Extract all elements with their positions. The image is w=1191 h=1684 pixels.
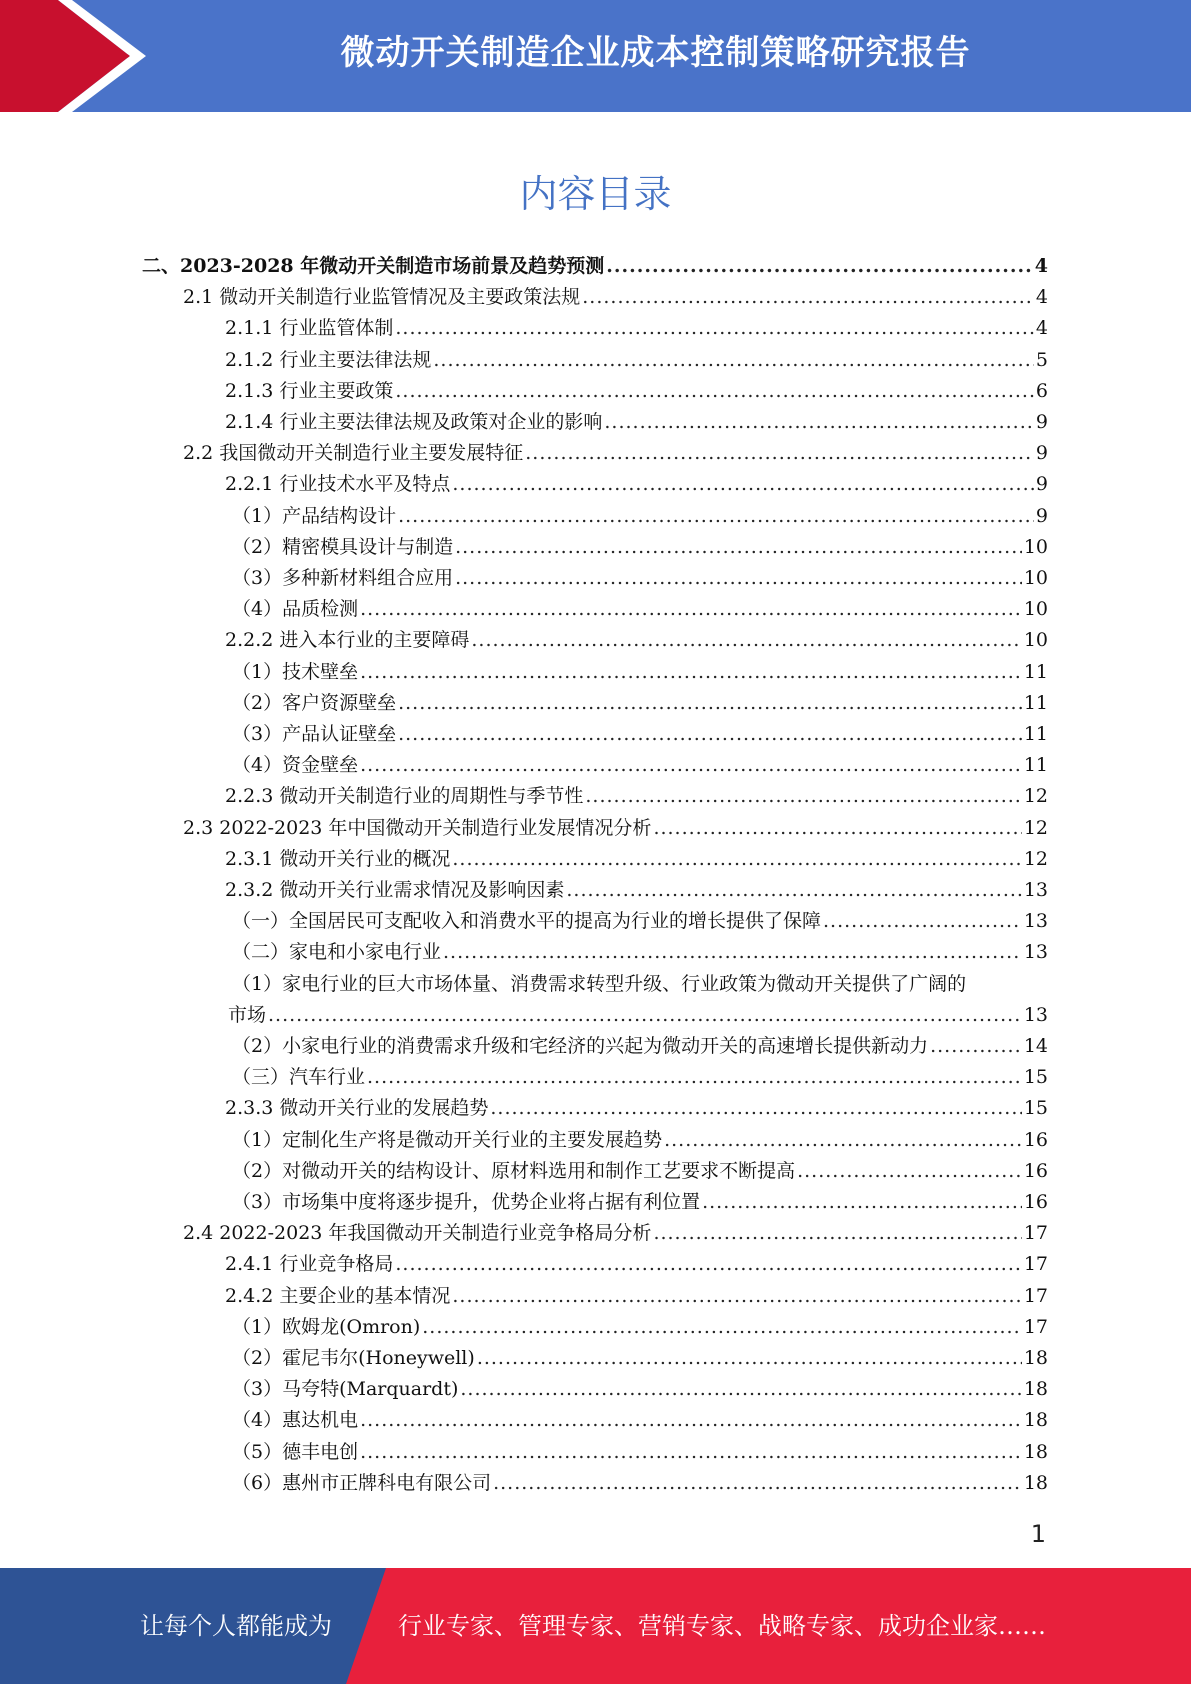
toc-entry-text: 二、2023-2028 年微动开关制造市场前景及趋势预测 — [142, 255, 605, 277]
toc-entry-text: 2.3 2022-2023 年中国微动开关制造行业发展情况分析 — [183, 816, 652, 839]
page-footer — [0, 1568, 1191, 1684]
toc-entry-text: 2.1.2 行业主要法律法规 — [225, 348, 432, 371]
toc-entry[interactable] — [225, 1095, 1048, 1121]
toc-entry[interactable] — [183, 1220, 1048, 1246]
chevron-arrow-icon — [0, 0, 170, 112]
dot-leader — [443, 939, 1022, 965]
toc-entry[interactable] — [225, 409, 1048, 435]
toc-entry[interactable] — [225, 877, 1048, 903]
toc-page-number: 4 — [1034, 255, 1048, 277]
toc-entry-text: （3）马夸特(Marquardt) — [232, 1378, 459, 1401]
toc-page-number: 17 — [1023, 1315, 1048, 1338]
toc-entry-text: （5）德丰电创 — [232, 1440, 359, 1463]
toc-page-number: 11 — [1023, 754, 1048, 777]
toc-page-number: 18 — [1023, 1378, 1048, 1401]
dot-leader — [471, 627, 1021, 653]
toc-page-number: 5 — [1035, 348, 1048, 371]
toc-entry[interactable] — [232, 1127, 1048, 1153]
toc-entry[interactable] — [225, 315, 1048, 341]
toc-page-number: 18 — [1023, 1471, 1048, 1494]
toc-page-number: 10 — [1023, 567, 1048, 589]
toc-entry[interactable] — [232, 1064, 1048, 1090]
dot-leader — [398, 721, 1022, 747]
dot-leader — [823, 908, 1022, 934]
toc-entry-text: （4）品质检测 — [232, 598, 359, 621]
toc-entry-text: 2.1.1 行业监管体制 — [225, 317, 394, 340]
toc-page-number: 14 — [1023, 1035, 1048, 1057]
toc-page-number: 16 — [1023, 1128, 1048, 1151]
toc-entry[interactable] — [232, 1376, 1048, 1402]
toc-entry-text: （3）市场集中度将逐步提升，优势企业将占据有利位置 — [232, 1191, 701, 1213]
toc-entry[interactable] — [225, 627, 1048, 653]
toc-entry-text: （2）小家电行业的消费需求升级和宅经济的兴起为微动开关的高速增长提供新动力 — [232, 1035, 929, 1057]
dot-leader — [452, 846, 1021, 872]
toc-page-number: 15 — [1023, 1097, 1048, 1120]
page-number: 1 — [1030, 1520, 1046, 1548]
toc-entry-text: 2.1 微动开关制造行业监管情况及主要政策法规 — [183, 286, 581, 309]
toc-page-number: 9 — [1035, 411, 1048, 433]
dot-leader — [525, 440, 1034, 466]
toc-entry[interactable] — [232, 1345, 1048, 1371]
toc-entry[interactable] — [225, 347, 1048, 373]
dot-leader — [398, 690, 1022, 716]
toc-heading: 内容目录 — [519, 172, 672, 216]
dot-leader — [422, 1314, 1022, 1340]
toc-entry-text: 2.2.1 行业技术水平及特点 — [225, 473, 451, 496]
toc-page-number: 4 — [1035, 317, 1048, 340]
toc-entry-text: 2.2.3 微动开关制造行业的周期性与季节性 — [225, 785, 584, 808]
toc-page-number: 18 — [1023, 1409, 1048, 1432]
toc-entry[interactable] — [232, 939, 1048, 965]
toc-page-number: 12 — [1023, 847, 1048, 870]
toc-entry[interactable] — [232, 565, 1048, 591]
toc-entry[interactable] — [225, 1251, 1048, 1277]
toc-page-number: 11 — [1023, 723, 1048, 745]
toc-page-number: 9 — [1035, 442, 1048, 465]
dot-leader — [268, 1002, 1022, 1028]
toc-entry-text: （3）多种新材料组合应用 — [232, 567, 454, 589]
footer-slogan-left: 让每个人都能成为 — [140, 1612, 332, 1640]
dot-leader — [493, 1470, 1022, 1496]
toc-page-number: 11 — [1023, 660, 1048, 683]
toc-page-number: 9 — [1035, 504, 1048, 527]
dot-leader — [395, 1251, 1021, 1277]
dot-leader — [360, 1439, 1022, 1465]
toc-entry[interactable] — [232, 534, 1048, 560]
toc-page-number: 6 — [1035, 379, 1048, 402]
toc-entry-text: （一）全国居民可支配收入和消费水平的提高为行业的增长提供了保障 — [232, 910, 822, 933]
dot-leader — [460, 1376, 1021, 1402]
toc-page-number: 18 — [1023, 1347, 1048, 1369]
toc-entry[interactable] — [232, 596, 1048, 622]
toc-entry-text: 2.2.2 进入本行业的主要障碍 — [225, 629, 470, 652]
toc-entry-text: 2.3.2 微动开关行业需求情况及影响因素 — [225, 879, 565, 901]
toc-page-number: 17 — [1023, 1284, 1048, 1307]
toc-entry[interactable] — [232, 908, 1048, 934]
dot-leader — [360, 596, 1022, 622]
toc-page-number: 13 — [1023, 1003, 1048, 1026]
page-header — [0, 0, 1191, 112]
toc-entry-text: （4）资金壁垒 — [232, 754, 359, 777]
toc-page-number: 17 — [1023, 1253, 1048, 1276]
toc-page-number: 16 — [1023, 1191, 1048, 1213]
toc-entry[interactable] — [228, 1002, 1048, 1028]
footer-slogan-right: 行业专家、管理专家、营销专家、战略专家、成功企业家…… — [398, 1612, 1046, 1640]
toc-page-number: 17 — [1023, 1222, 1048, 1245]
toc-entry[interactable] — [225, 846, 1048, 872]
toc-entry-text: 2.1.3 行业主要政策 — [225, 379, 394, 402]
report-title: 微动开关制造企业成本控制策略研究报告 — [340, 33, 971, 73]
toc-page-number: 16 — [1023, 1159, 1048, 1182]
toc-entry[interactable] — [232, 1470, 1048, 1496]
toc-entry[interactable] — [225, 783, 1048, 809]
toc-entry[interactable] — [142, 253, 1048, 279]
toc-entry-text: （2）霍尼韦尔(Honeywell) — [232, 1347, 475, 1369]
dot-leader — [702, 1189, 1022, 1215]
toc-entry-text: （2）客户资源壁垒 — [232, 691, 397, 714]
dot-leader — [566, 877, 1021, 903]
toc-entry[interactable] — [232, 1189, 1048, 1215]
dot-leader — [455, 565, 1022, 591]
toc-page-number: 13 — [1023, 941, 1048, 964]
toc-entry[interactable] — [183, 815, 1048, 841]
toc-entry-text: （二）家电和小家电行业 — [232, 941, 442, 964]
dot-leader — [653, 815, 1021, 841]
toc-entry[interactable] — [232, 503, 1048, 529]
toc-entry[interactable] — [232, 1407, 1048, 1433]
dot-leader — [398, 503, 1034, 529]
toc-entry-text: 2.4 2022-2023 年我国微动开关制造行业竞争格局分析 — [183, 1222, 652, 1245]
dot-leader — [930, 1033, 1022, 1059]
toc-entry-text: 2.3.3 微动开关行业的发展趋势 — [225, 1097, 489, 1120]
toc-page-number: 10 — [1023, 598, 1048, 621]
toc-entry-text: （1）欧姆龙(Omron) — [232, 1315, 421, 1338]
dot-leader — [585, 783, 1021, 809]
toc-entry[interactable] — [232, 690, 1048, 716]
toc-entry-text: （2）对微动开关的结构设计、原材料选用和制作工艺要求不断提高 — [232, 1159, 796, 1182]
toc-entry[interactable] — [232, 752, 1048, 778]
toc-page-number: 10 — [1023, 629, 1048, 652]
toc-entry[interactable] — [232, 659, 1048, 685]
toc-entry[interactable] — [183, 284, 1048, 310]
toc-page-number: 9 — [1035, 473, 1048, 496]
dot-leader — [360, 659, 1022, 685]
toc-entry-text: 2.4.1 行业竞争格局 — [225, 1253, 394, 1276]
toc-page-number: 4 — [1035, 286, 1048, 309]
dot-leader — [455, 534, 1022, 560]
toc-entry-text-cont: 市场 — [228, 1003, 267, 1026]
toc-entry-text: （1）技术壁垒 — [232, 660, 359, 683]
dot-leader — [452, 471, 1034, 497]
dot-leader — [490, 1095, 1021, 1121]
toc-page-number: 11 — [1023, 691, 1048, 714]
dot-leader — [477, 1345, 1022, 1371]
toc-page-number: 12 — [1023, 816, 1048, 839]
toc-entry[interactable] — [225, 1283, 1048, 1309]
toc-entry[interactable] — [232, 721, 1048, 747]
toc-page-number: 13 — [1023, 910, 1048, 933]
toc-page-number: 15 — [1023, 1066, 1048, 1089]
dot-leader — [653, 1220, 1021, 1246]
dot-leader — [395, 378, 1034, 404]
toc-entry[interactable] — [225, 378, 1048, 404]
toc-entry-text: 2.2 我国微动开关制造行业主要发展特征 — [183, 442, 524, 465]
toc-entry-text: （1）定制化生产将是微动开关行业的主要发展趋势 — [232, 1128, 663, 1151]
toc-entry-text: （1）产品结构设计 — [232, 504, 397, 527]
toc-entry[interactable] — [183, 440, 1048, 466]
toc-page-number: 13 — [1023, 879, 1048, 901]
toc-entry[interactable] — [232, 1158, 1048, 1184]
toc-entry-text: （3）产品认证壁垒 — [232, 723, 397, 745]
toc-entry-text: （三）汽车行业 — [232, 1066, 366, 1089]
toc-entry[interactable] — [232, 1314, 1048, 1340]
toc-entry-text: （2）精密模具设计与制造 — [232, 535, 454, 558]
toc-entry[interactable] — [225, 471, 1048, 497]
toc-entry-text: （6）惠州市正牌科电有限公司 — [232, 1471, 492, 1494]
toc-page-number: 18 — [1023, 1440, 1048, 1463]
dot-leader — [395, 315, 1034, 341]
dot-leader — [433, 347, 1034, 373]
toc-entry-text: 2.4.2 主要企业的基本情况 — [225, 1284, 451, 1307]
toc-entry-text[interactable]: （1）家电行业的巨大市场体量、消费需求转型升级、行业政策为微动开关提供了广阔的 — [232, 972, 967, 995]
dot-leader — [582, 284, 1034, 310]
toc-entry[interactable] — [232, 1033, 1048, 1059]
toc-entry-text: 2.3.1 微动开关行业的概况 — [225, 847, 451, 870]
dot-leader — [604, 409, 1034, 435]
toc-page-number: 12 — [1023, 785, 1048, 808]
dot-leader — [360, 752, 1022, 778]
toc-page-number: 10 — [1023, 535, 1048, 558]
toc-entry-text: 2.1.4 行业主要法律法规及政策对企业的影响 — [225, 411, 603, 433]
dot-leader — [367, 1064, 1022, 1090]
dot-leader — [360, 1407, 1022, 1433]
toc-entry[interactable] — [232, 1439, 1048, 1465]
dot-leader — [606, 253, 1033, 279]
dot-leader — [797, 1158, 1022, 1184]
dot-leader — [452, 1283, 1021, 1309]
dot-leader — [664, 1127, 1022, 1153]
toc-entry-text: （4）惠达机电 — [232, 1409, 359, 1432]
